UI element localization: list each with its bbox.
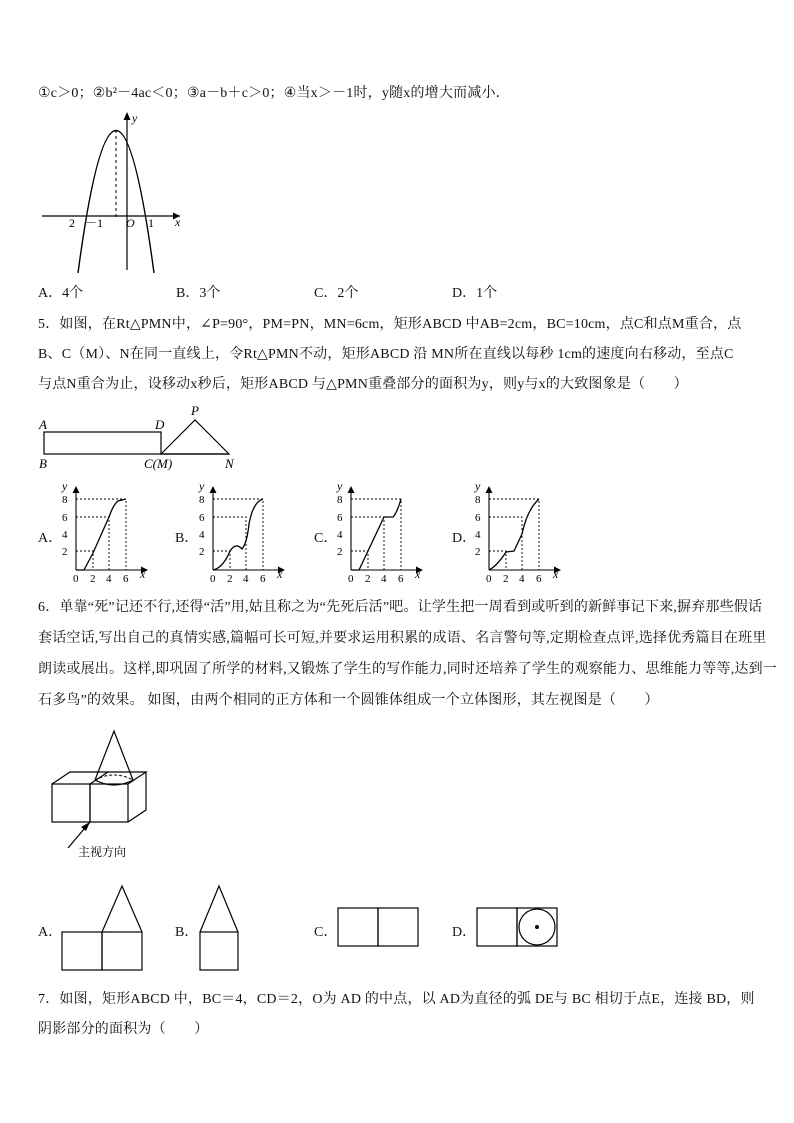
q6-option-d[interactable]: D． bbox=[452, 925, 477, 940]
x-tick-label: 0 bbox=[210, 573, 216, 584]
q4-option-d[interactable]: D．1个 bbox=[452, 286, 498, 301]
x-tick-label: 0 bbox=[486, 573, 492, 584]
x-axis-label: x bbox=[553, 567, 559, 581]
q5-label-n: N bbox=[225, 456, 234, 471]
y-tick-label: 2 bbox=[337, 546, 343, 558]
q5-graph-d bbox=[469, 480, 569, 584]
y-tick-label: 4 bbox=[62, 529, 68, 541]
q4-graph-x-label: x bbox=[175, 215, 181, 229]
q6-option-c[interactable]: C． bbox=[314, 925, 338, 940]
q4-option-b[interactable]: B．3个 bbox=[176, 286, 221, 301]
q5-line-2: B、C（M）、N在同一直线上，令Rt△PMN不动，矩形ABCD 沿 MN所在直线以每秒 1cm的速度向右移动，至点C bbox=[38, 347, 734, 362]
q5-label-d: D bbox=[155, 417, 165, 432]
q5-line-3: 与点N重合为止，设移动x秒后，矩形ABCD 与△PMN重叠部分的面积为y，则y与x的大致图象是（ ） bbox=[38, 377, 688, 392]
q5-graph-a bbox=[56, 480, 156, 584]
q6-solid-figure bbox=[40, 728, 170, 863]
q6-line-4: 石多鸟”的效果。 如图，由两个相同的正方体和一个圆锥体组成一个立体图形，其左视图是（ ） bbox=[38, 693, 659, 708]
x-tick-label: 4 bbox=[243, 573, 249, 584]
q5-option-d[interactable]: D． bbox=[452, 531, 477, 546]
x-tick-label: 6 bbox=[536, 573, 542, 584]
y-tick-label: 6 bbox=[337, 512, 343, 524]
guide-2-2 bbox=[213, 551, 230, 570]
q5-label-p: P bbox=[191, 403, 199, 418]
q7-line-1: 7．如图，矩形ABCD 中，BC＝4，CD＝2，O为 AD 的中点，以 AD为直径的弧 DE与 BC 相切于点E，连接 BD，则 bbox=[38, 992, 755, 1007]
q6-option-a-figure bbox=[60, 884, 144, 974]
y-tick-label: 6 bbox=[475, 512, 481, 524]
x-tick-label: 2 bbox=[227, 573, 233, 584]
x-tick-label: 6 bbox=[398, 573, 404, 584]
y-tick-label: 4 bbox=[199, 529, 205, 541]
q6-option-b-figure bbox=[198, 884, 242, 974]
q4-option-a[interactable]: A．4个 bbox=[38, 286, 84, 301]
q6-option-b[interactable]: B． bbox=[175, 925, 199, 940]
guide-6-4 bbox=[351, 517, 384, 570]
q7-line-2: 阴影部分的面积为（ ） bbox=[38, 1022, 209, 1037]
x-tick-label: 4 bbox=[519, 573, 525, 584]
y-axis-arrow bbox=[73, 486, 80, 493]
guide-6-4 bbox=[76, 517, 109, 570]
y-axis-label: y bbox=[475, 480, 481, 493]
q4-graph-tick-neg2: 2 bbox=[69, 216, 75, 230]
q5-line-1: 5．如图，在Rt△PMN中，∠P=90°，PM=PN，MN=6cm，矩形ABCD 中AB=2cm，BC=10cm，点C和点M重合，点 bbox=[38, 317, 742, 332]
q5-label-a: A bbox=[39, 417, 47, 432]
y-axis-arrow bbox=[210, 486, 217, 493]
y-tick-label: 2 bbox=[199, 546, 205, 558]
q4-graph-tick-neg1: －1 bbox=[85, 216, 104, 230]
q5-label-b: B bbox=[39, 456, 47, 471]
q6-line-2: 套话空话,写出自己的真情实感,篇幅可长可短,并要求运用积累的成语、名言警句等,定期检查点评,选择优秀篇目在班里 bbox=[38, 631, 767, 646]
q5-graph-b bbox=[193, 480, 293, 584]
q4-conditions: ①c＞0；②b²－4ac＜0；③a－b＋c＞0；④当x＞－1时，y随x的增大而减小． bbox=[38, 86, 510, 101]
graph-curve bbox=[76, 499, 126, 570]
guide-2-2 bbox=[351, 551, 368, 570]
y-axis-arrow bbox=[348, 486, 355, 493]
q6-option-d-figure bbox=[475, 906, 559, 950]
q5-option-c[interactable]: C． bbox=[314, 531, 338, 546]
y-tick-label: 4 bbox=[475, 529, 481, 541]
graph-curve bbox=[213, 499, 263, 570]
y-tick-label: 2 bbox=[475, 546, 481, 558]
q6-line-3: 朗读或展出。这样,即巩固了所学的材料,又锻炼了学生的写作能力,同时还培养了学生的观察能力、思维能力等等,达到一 bbox=[38, 662, 777, 677]
guide-6-4 bbox=[213, 517, 246, 570]
x-axis-label: x bbox=[140, 567, 146, 581]
y-tick-label: 6 bbox=[199, 512, 205, 524]
y-axis-arrow bbox=[486, 486, 493, 493]
q4-graph-origin: O bbox=[126, 216, 135, 230]
q6-option-c-figure bbox=[336, 906, 420, 950]
q5-label-cm: C(M) bbox=[144, 456, 173, 471]
guide-2-2 bbox=[489, 551, 506, 570]
y-tick-label: 6 bbox=[62, 512, 68, 524]
q5-option-b[interactable]: B． bbox=[175, 531, 199, 546]
x-axis-label: x bbox=[277, 567, 283, 581]
y-tick-label: 8 bbox=[62, 494, 68, 506]
x-tick-label: 2 bbox=[90, 573, 96, 584]
y-tick-label: 4 bbox=[337, 529, 343, 541]
x-tick-label: 2 bbox=[503, 573, 509, 584]
x-tick-label: 4 bbox=[106, 573, 112, 584]
x-tick-label: 2 bbox=[365, 573, 371, 584]
y-tick-label: 8 bbox=[199, 494, 205, 506]
y-tick-label: 2 bbox=[62, 546, 68, 558]
x-tick-label: 0 bbox=[348, 573, 354, 584]
q4-option-c[interactable]: C．2个 bbox=[314, 286, 359, 301]
y-axis-label: y bbox=[199, 480, 205, 493]
graph-curve bbox=[489, 499, 539, 570]
x-tick-label: 4 bbox=[381, 573, 387, 584]
guide-2-2 bbox=[76, 551, 93, 570]
q5-option-a[interactable]: A． bbox=[38, 531, 63, 546]
q5-graph-c bbox=[331, 480, 431, 584]
q4-graph-y-label: y bbox=[132, 111, 138, 125]
y-tick-label: 8 bbox=[475, 494, 481, 506]
y-tick-label: 8 bbox=[337, 494, 343, 506]
q4-graph-tick-pos1: 1 bbox=[148, 216, 154, 230]
y-axis-label: y bbox=[62, 480, 68, 493]
graph-curve bbox=[351, 499, 401, 570]
guide-8-6 bbox=[489, 499, 539, 570]
x-axis-label: x bbox=[415, 567, 421, 581]
y-axis-label: y bbox=[337, 480, 343, 493]
guide-8-6 bbox=[213, 499, 263, 570]
q6-line-1: 6．单靠“死”记还不行,还得“活”用,姑且称之为“先死后活”吧。让学生把一周看到或听到的新鲜事记下来,摒弃那些假话 bbox=[38, 600, 763, 615]
q4-parabola-graph bbox=[36, 108, 186, 273]
q6-view-direction-label: 主视方向 bbox=[78, 845, 127, 859]
x-tick-label: 6 bbox=[260, 573, 266, 584]
q6-option-a[interactable]: A． bbox=[38, 925, 63, 940]
x-tick-label: 0 bbox=[73, 573, 79, 584]
x-tick-label: 6 bbox=[123, 573, 129, 584]
q5-rectangle-triangle-figure bbox=[34, 400, 254, 475]
